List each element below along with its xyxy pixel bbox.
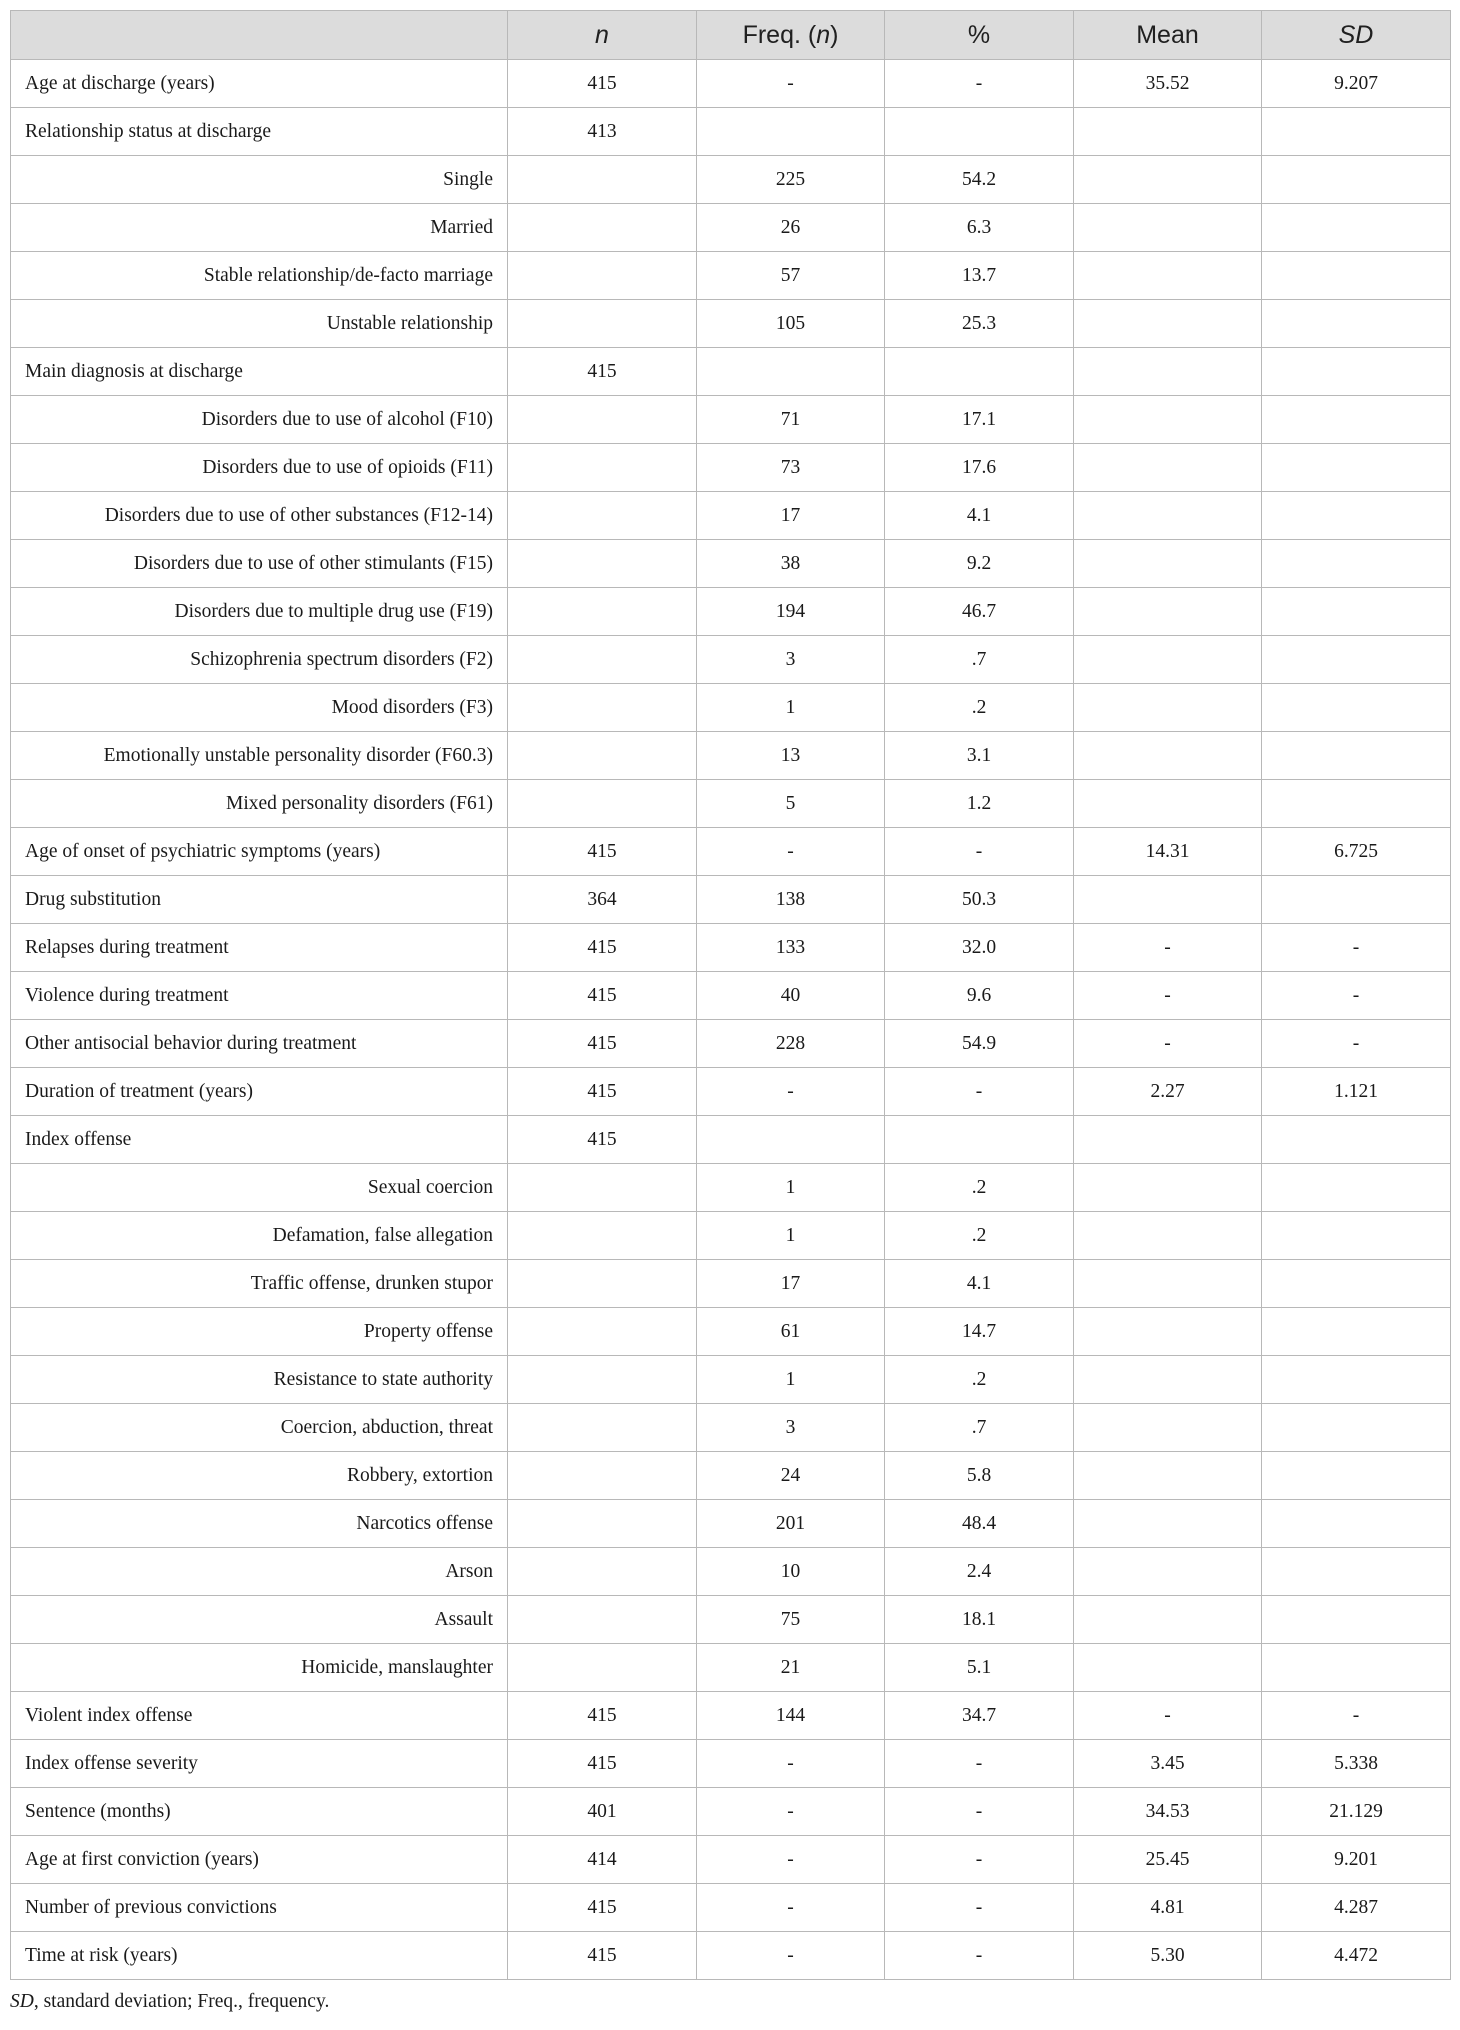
row-label: Disorders due to use of alcohol (F10) — [11, 396, 508, 444]
row-label: Disorders due to use of opioids (F11) — [11, 444, 508, 492]
cell-mean — [1074, 540, 1262, 588]
cell-freq: 194 — [697, 588, 885, 636]
cell-pct: 4.1 — [885, 492, 1074, 540]
cell-pct: .2 — [885, 1164, 1074, 1212]
cell-mean: - — [1074, 1020, 1262, 1068]
cell-freq: 71 — [697, 396, 885, 444]
cell-mean: 2.27 — [1074, 1068, 1262, 1116]
table-row — [11, 1740, 1451, 1788]
table-row — [11, 780, 1451, 828]
cell-pct: 18.1 — [885, 1596, 1074, 1644]
cell-mean — [1074, 156, 1262, 204]
row-label: Mood disorders (F3) — [11, 684, 508, 732]
cell-mean: 34.53 — [1074, 1788, 1262, 1836]
cell-sd: 21.129 — [1262, 1788, 1451, 1836]
cell-pct: - — [885, 1068, 1074, 1116]
cell-n — [508, 1452, 697, 1500]
cell-pct: - — [885, 1740, 1074, 1788]
cell-n — [508, 780, 697, 828]
table-row — [11, 876, 1451, 924]
cell-mean — [1074, 1164, 1262, 1212]
row-label: Homicide, manslaughter — [11, 1644, 508, 1692]
cell-n — [508, 732, 697, 780]
cell-mean — [1074, 1596, 1262, 1644]
row-label: Violence during treatment — [11, 972, 508, 1020]
cell-pct: 4.1 — [885, 1260, 1074, 1308]
table-row — [11, 1884, 1451, 1932]
row-label: Stable relationship/de-facto marriage — [11, 252, 508, 300]
cell-mean — [1074, 1548, 1262, 1596]
cell-n — [508, 444, 697, 492]
table-row — [11, 1548, 1451, 1596]
cell-sd: 4.287 — [1262, 1884, 1451, 1932]
cell-n: 415 — [508, 60, 697, 108]
cell-n: 364 — [508, 876, 697, 924]
cell-sd — [1262, 1356, 1451, 1404]
cell-pct: - — [885, 1884, 1074, 1932]
cell-n — [508, 540, 697, 588]
cell-freq: 3 — [697, 636, 885, 684]
cell-n — [508, 1356, 697, 1404]
cell-pct: 25.3 — [885, 300, 1074, 348]
table-row — [11, 1116, 1451, 1164]
cell-freq: 1 — [697, 1356, 885, 1404]
cell-sd — [1262, 540, 1451, 588]
row-label: Other antisocial behavior during treatment — [11, 1020, 508, 1068]
table-row — [11, 1068, 1451, 1116]
cell-n: 415 — [508, 1068, 697, 1116]
cell-freq: 13 — [697, 732, 885, 780]
cell-mean: 3.45 — [1074, 1740, 1262, 1788]
row-label: Unstable relationship — [11, 300, 508, 348]
row-label: Relationship status at discharge — [11, 108, 508, 156]
cell-freq: 17 — [697, 1260, 885, 1308]
cell-n — [508, 1260, 697, 1308]
header-cell-freq — [697, 11, 885, 60]
cell-n: 415 — [508, 972, 697, 1020]
row-label: Schizophrenia spectrum disorders (F2) — [11, 636, 508, 684]
header-cell-label — [11, 11, 508, 60]
cell-sd: 4.472 — [1262, 1932, 1451, 1980]
row-label: Relapses during treatment — [11, 924, 508, 972]
cell-pct: 5.1 — [885, 1644, 1074, 1692]
cell-mean — [1074, 780, 1262, 828]
cell-sd — [1262, 780, 1451, 828]
cell-mean — [1074, 732, 1262, 780]
cell-mean — [1074, 1356, 1262, 1404]
cell-n — [508, 588, 697, 636]
cell-pct — [885, 1116, 1074, 1164]
cell-pct — [885, 348, 1074, 396]
cell-sd — [1262, 1260, 1451, 1308]
cell-mean — [1074, 300, 1262, 348]
cell-pct: 9.2 — [885, 540, 1074, 588]
cell-n — [508, 1212, 697, 1260]
footnote-text: , standard deviation; Freq., frequency. — [33, 1991, 330, 2012]
table-row — [11, 1164, 1451, 1212]
cell-mean — [1074, 444, 1262, 492]
cell-n — [508, 300, 697, 348]
cell-sd — [1262, 252, 1451, 300]
table-row — [11, 1260, 1451, 1308]
cell-mean — [1074, 1308, 1262, 1356]
cell-pct: 32.0 — [885, 924, 1074, 972]
cell-pct: 9.6 — [885, 972, 1074, 1020]
header-freq-italic: n — [816, 20, 831, 49]
cell-freq — [697, 348, 885, 396]
cell-freq: 17 — [697, 492, 885, 540]
cell-sd — [1262, 396, 1451, 444]
cell-pct: 2.4 — [885, 1548, 1074, 1596]
cell-freq: 1 — [697, 1164, 885, 1212]
cell-n — [508, 1644, 697, 1692]
cell-freq: 105 — [697, 300, 885, 348]
cell-pct: 17.6 — [885, 444, 1074, 492]
cell-mean — [1074, 1404, 1262, 1452]
cell-n — [508, 1164, 697, 1212]
cell-pct: .7 — [885, 636, 1074, 684]
cell-freq: - — [697, 828, 885, 876]
table-row — [11, 252, 1451, 300]
cell-freq: 225 — [697, 156, 885, 204]
cell-sd: 5.338 — [1262, 1740, 1451, 1788]
cell-n — [508, 396, 697, 444]
cell-mean — [1074, 1644, 1262, 1692]
cell-pct: 5.8 — [885, 1452, 1074, 1500]
cell-pct: - — [885, 1836, 1074, 1884]
cell-sd — [1262, 1644, 1451, 1692]
cell-mean — [1074, 204, 1262, 252]
table-row — [11, 108, 1451, 156]
cell-n: 415 — [508, 1020, 697, 1068]
row-label: Robbery, extortion — [11, 1452, 508, 1500]
table-row — [11, 156, 1451, 204]
cell-sd — [1262, 108, 1451, 156]
table-body — [11, 60, 1451, 1980]
cell-mean — [1074, 1452, 1262, 1500]
table-row — [11, 1692, 1451, 1740]
row-label: Index offense severity — [11, 1740, 508, 1788]
cell-n — [508, 156, 697, 204]
row-label: Single — [11, 156, 508, 204]
table-row — [11, 540, 1451, 588]
cell-mean: 14.31 — [1074, 828, 1262, 876]
cell-sd: 9.207 — [1262, 60, 1451, 108]
cell-n: 415 — [508, 924, 697, 972]
row-label: Defamation, false allegation — [11, 1212, 508, 1260]
cell-freq: 228 — [697, 1020, 885, 1068]
table-row — [11, 396, 1451, 444]
cell-n — [508, 684, 697, 732]
table-row — [11, 684, 1451, 732]
cell-pct: 14.7 — [885, 1308, 1074, 1356]
table-row — [11, 1020, 1451, 1068]
table-row — [11, 300, 1451, 348]
table-row — [11, 828, 1451, 876]
table-row — [11, 444, 1451, 492]
header-row — [11, 11, 1451, 60]
cell-freq: 21 — [697, 1644, 885, 1692]
row-label: Married — [11, 204, 508, 252]
row-label: Violent index offense — [11, 1692, 508, 1740]
cell-sd — [1262, 1548, 1451, 1596]
cell-pct: 3.1 — [885, 732, 1074, 780]
table-row — [11, 1452, 1451, 1500]
header-cell-n: n — [508, 11, 697, 60]
data-table-container — [10, 10, 1450, 1980]
cell-mean — [1074, 108, 1262, 156]
cell-pct — [885, 108, 1074, 156]
cell-sd — [1262, 492, 1451, 540]
cell-mean — [1074, 1116, 1262, 1164]
table-row — [11, 1788, 1451, 1836]
row-label: Age at first conviction (years) — [11, 1836, 508, 1884]
cell-sd — [1262, 1500, 1451, 1548]
cell-n: 415 — [508, 1116, 697, 1164]
cell-n: 415 — [508, 1692, 697, 1740]
table-row — [11, 1836, 1451, 1884]
cell-mean — [1074, 636, 1262, 684]
table-row — [11, 588, 1451, 636]
cell-mean — [1074, 876, 1262, 924]
cell-freq: 61 — [697, 1308, 885, 1356]
row-label: Coercion, abduction, threat — [11, 1404, 508, 1452]
cell-freq: 57 — [697, 252, 885, 300]
cell-pct: .2 — [885, 684, 1074, 732]
cell-pct: 17.1 — [885, 396, 1074, 444]
cell-pct: - — [885, 1932, 1074, 1980]
cell-pct: - — [885, 60, 1074, 108]
cell-mean — [1074, 348, 1262, 396]
cell-mean — [1074, 1212, 1262, 1260]
cell-mean: 35.52 — [1074, 60, 1262, 108]
cell-pct: 6.3 — [885, 204, 1074, 252]
table-header — [11, 11, 1451, 60]
header-cell-sd: SD — [1262, 11, 1451, 60]
row-label: Narcotics offense — [11, 1500, 508, 1548]
data-table — [10, 10, 1451, 1980]
cell-pct: .2 — [885, 1356, 1074, 1404]
cell-sd — [1262, 156, 1451, 204]
row-label: Assault — [11, 1596, 508, 1644]
table-row — [11, 348, 1451, 396]
cell-mean — [1074, 588, 1262, 636]
row-label: Emotionally unstable personality disorder (F60.3) — [11, 732, 508, 780]
cell-sd — [1262, 876, 1451, 924]
cell-freq: - — [697, 1068, 885, 1116]
cell-freq: 24 — [697, 1452, 885, 1500]
cell-n: 401 — [508, 1788, 697, 1836]
cell-n — [508, 492, 697, 540]
row-label: Main diagnosis at discharge — [11, 348, 508, 396]
cell-sd — [1262, 444, 1451, 492]
table-footnote — [10, 1991, 329, 2013]
cell-n — [508, 636, 697, 684]
table-row — [11, 732, 1451, 780]
table-row — [11, 1644, 1451, 1692]
cell-freq: 1 — [697, 684, 885, 732]
cell-pct: .7 — [885, 1404, 1074, 1452]
cell-mean — [1074, 1260, 1262, 1308]
table-row — [11, 1596, 1451, 1644]
cell-freq — [697, 108, 885, 156]
cell-sd: 6.725 — [1262, 828, 1451, 876]
cell-freq: - — [697, 1932, 885, 1980]
cell-pct: .2 — [885, 1212, 1074, 1260]
cell-n: 413 — [508, 108, 697, 156]
cell-mean: 25.45 — [1074, 1836, 1262, 1884]
cell-sd — [1262, 300, 1451, 348]
cell-n: 414 — [508, 1836, 697, 1884]
cell-pct: 46.7 — [885, 588, 1074, 636]
cell-freq: - — [697, 1884, 885, 1932]
cell-sd — [1262, 684, 1451, 732]
cell-freq: 5 — [697, 780, 885, 828]
cell-mean: 4.81 — [1074, 1884, 1262, 1932]
row-label: Arson — [11, 1548, 508, 1596]
table-row — [11, 1404, 1451, 1452]
cell-sd — [1262, 204, 1451, 252]
cell-pct: - — [885, 828, 1074, 876]
cell-freq: 133 — [697, 924, 885, 972]
table-row — [11, 60, 1451, 108]
cell-sd: 1.121 — [1262, 1068, 1451, 1116]
cell-n: 415 — [508, 828, 697, 876]
cell-freq: 201 — [697, 1500, 885, 1548]
cell-sd: 9.201 — [1262, 1836, 1451, 1884]
cell-freq: 138 — [697, 876, 885, 924]
row-label: Traffic offense, drunken stupor — [11, 1260, 508, 1308]
cell-mean — [1074, 684, 1262, 732]
cell-freq: 73 — [697, 444, 885, 492]
table-row — [11, 1932, 1451, 1980]
row-label: Resistance to state authority — [11, 1356, 508, 1404]
table-row — [11, 1308, 1451, 1356]
cell-sd — [1262, 1596, 1451, 1644]
cell-sd: - — [1262, 972, 1451, 1020]
cell-freq: 3 — [697, 1404, 885, 1452]
cell-n — [508, 204, 697, 252]
cell-n — [508, 1308, 697, 1356]
cell-pct: 48.4 — [885, 1500, 1074, 1548]
cell-n: 415 — [508, 1884, 697, 1932]
cell-mean: - — [1074, 1692, 1262, 1740]
row-label: Index offense — [11, 1116, 508, 1164]
cell-mean — [1074, 396, 1262, 444]
cell-mean — [1074, 252, 1262, 300]
cell-freq: 75 — [697, 1596, 885, 1644]
row-label: Number of previous convictions — [11, 1884, 508, 1932]
table-row — [11, 636, 1451, 684]
cell-n: 415 — [508, 348, 697, 396]
cell-sd — [1262, 1212, 1451, 1260]
cell-pct: 54.2 — [885, 156, 1074, 204]
cell-sd — [1262, 1308, 1451, 1356]
row-label: Sentence (months) — [11, 1788, 508, 1836]
cell-pct: 13.7 — [885, 252, 1074, 300]
cell-sd — [1262, 588, 1451, 636]
cell-n — [508, 1500, 697, 1548]
cell-sd — [1262, 636, 1451, 684]
cell-sd: - — [1262, 1692, 1451, 1740]
cell-pct: - — [885, 1788, 1074, 1836]
cell-freq: 38 — [697, 540, 885, 588]
row-label: Property offense — [11, 1308, 508, 1356]
table-row — [11, 924, 1451, 972]
cell-n: 415 — [508, 1932, 697, 1980]
cell-freq: - — [697, 1836, 885, 1884]
cell-pct: 34.7 — [885, 1692, 1074, 1740]
header-freq-text: Freq. ( — [742, 20, 817, 49]
header-cell-percent: % — [885, 11, 1074, 60]
row-label: Drug substitution — [11, 876, 508, 924]
cell-sd — [1262, 1404, 1451, 1452]
row-label: Disorders due to use of other substances (F12-14) — [11, 492, 508, 540]
cell-sd — [1262, 732, 1451, 780]
cell-freq: 40 — [697, 972, 885, 1020]
table-row — [11, 204, 1451, 252]
row-label: Mixed personality disorders (F61) — [11, 780, 508, 828]
cell-mean: - — [1074, 924, 1262, 972]
cell-freq: 26 — [697, 204, 885, 252]
cell-n — [508, 1548, 697, 1596]
table-row — [11, 492, 1451, 540]
cell-freq — [697, 1116, 885, 1164]
cell-sd — [1262, 348, 1451, 396]
cell-sd: - — [1262, 924, 1451, 972]
row-label: Age at discharge (years) — [11, 60, 508, 108]
table-row — [11, 972, 1451, 1020]
cell-freq: - — [697, 1740, 885, 1788]
cell-n: 415 — [508, 1740, 697, 1788]
cell-mean — [1074, 492, 1262, 540]
cell-pct: 54.9 — [885, 1020, 1074, 1068]
cell-n — [508, 252, 697, 300]
row-label: Disorders due to multiple drug use (F19) — [11, 588, 508, 636]
header-cell-mean: Mean — [1074, 11, 1262, 60]
row-label: Time at risk (years) — [11, 1932, 508, 1980]
cell-freq: 144 — [697, 1692, 885, 1740]
header-freq-suffix: ) — [830, 20, 839, 49]
table-row — [11, 1212, 1451, 1260]
table-row — [11, 1500, 1451, 1548]
cell-pct: 50.3 — [885, 876, 1074, 924]
cell-sd — [1262, 1116, 1451, 1164]
cell-freq: - — [697, 1788, 885, 1836]
cell-sd — [1262, 1164, 1451, 1212]
cell-freq: 10 — [697, 1548, 885, 1596]
table-row — [11, 1356, 1451, 1404]
row-label: Age of onset of psychiatric symptoms (years) — [11, 828, 508, 876]
row-label: Duration of treatment (years) — [11, 1068, 508, 1116]
footnote-abbr: SD — [10, 1991, 34, 2012]
cell-mean: - — [1074, 972, 1262, 1020]
cell-pct: 1.2 — [885, 780, 1074, 828]
row-label: Sexual coercion — [11, 1164, 508, 1212]
cell-mean: 5.30 — [1074, 1932, 1262, 1980]
cell-n — [508, 1404, 697, 1452]
cell-freq: - — [697, 60, 885, 108]
cell-sd: - — [1262, 1020, 1451, 1068]
cell-n — [508, 1596, 697, 1644]
cell-mean — [1074, 1500, 1262, 1548]
cell-sd — [1262, 1452, 1451, 1500]
cell-freq: 1 — [697, 1212, 885, 1260]
row-label: Disorders due to use of other stimulants (F15) — [11, 540, 508, 588]
